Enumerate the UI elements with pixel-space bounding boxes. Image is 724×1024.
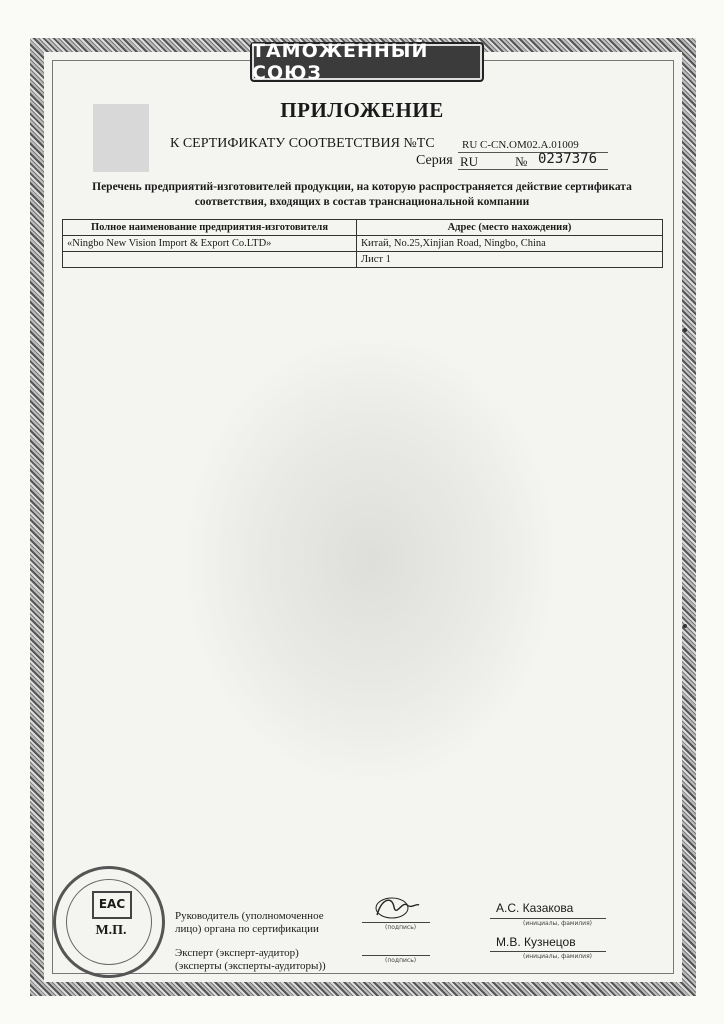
manufacturer-name: «Ningbo New Vision Import & Export Co.LTD» [63, 236, 357, 252]
table-header-row [63, 220, 663, 236]
column-header-name: Полное наименование предприятия-изготовителя [63, 220, 357, 236]
document-title: ПРИЛОЖЕНИЕ [280, 98, 444, 122]
head-label-line-1: Руководитель (уполномоченное [175, 910, 324, 922]
expert-name-line [490, 951, 606, 952]
handwritten-signature [372, 893, 422, 923]
expert-signature-line [362, 955, 430, 956]
column-header-address: Адрес (место нахождения) [357, 220, 663, 236]
banner-text: ТАМОЖЕННЫЙ СОЮЗ [252, 40, 429, 84]
certificate-prefix: К СЕРТИФИКАТУ СООТВЕТСТВИЯ №ТС [170, 136, 435, 151]
table-row [63, 236, 663, 252]
table-row [63, 252, 663, 268]
empty-cell [63, 252, 357, 268]
background-watermark [180, 330, 560, 790]
expert-label-line-1: Эксперт (эксперт-аудитор) [175, 947, 299, 959]
manufacturers-table [62, 219, 663, 268]
intro-text [55, 180, 669, 210]
head-signature-caption: (подпись) [385, 924, 417, 931]
head-label [175, 910, 324, 936]
blank-number: 0237376 [538, 151, 598, 167]
series-label: Серия [416, 153, 453, 168]
expert-signature-caption: (подпись) [385, 957, 417, 964]
customs-union-banner [250, 42, 484, 82]
head-name: А.С. Казакова [496, 901, 574, 915]
series-underline [458, 169, 608, 170]
intro-line-1: Перечень предприятий-изготовителей продукции, на которую распространяется действие сертификата [92, 181, 632, 193]
certification-stamp [53, 866, 165, 978]
sheet-number: Лист 1 [357, 252, 663, 268]
eac-logo: ЕАС [92, 891, 132, 919]
stamp-mp: М.П. [95, 923, 127, 938]
binding-hole [683, 624, 687, 628]
head-label-line-2: лицо) органа по сертификации [175, 923, 319, 935]
binding-hole [683, 328, 687, 332]
number-label: № [515, 154, 528, 169]
head-name-line [490, 918, 606, 919]
expert-name: М.В. Кузнецов [496, 935, 576, 949]
head-signature-line [362, 922, 430, 923]
series-value: RU [460, 154, 479, 169]
expert-name-caption: (инициалы, фамилия) [523, 953, 593, 960]
certificate-number: RU C-CN.OM02.A.01009 [462, 139, 579, 151]
expert-label-line-2: (эксперты (эксперты-аудиторы)) [175, 960, 326, 972]
expert-label [175, 947, 326, 973]
intro-line-2: соответствия, входящих в состав транснациональной компании [194, 196, 530, 208]
manufacturer-address: Китай, No.25,Xinjian Road, Ningbo, China [357, 236, 663, 252]
head-name-caption: (инициалы, фамилия) [523, 920, 593, 927]
